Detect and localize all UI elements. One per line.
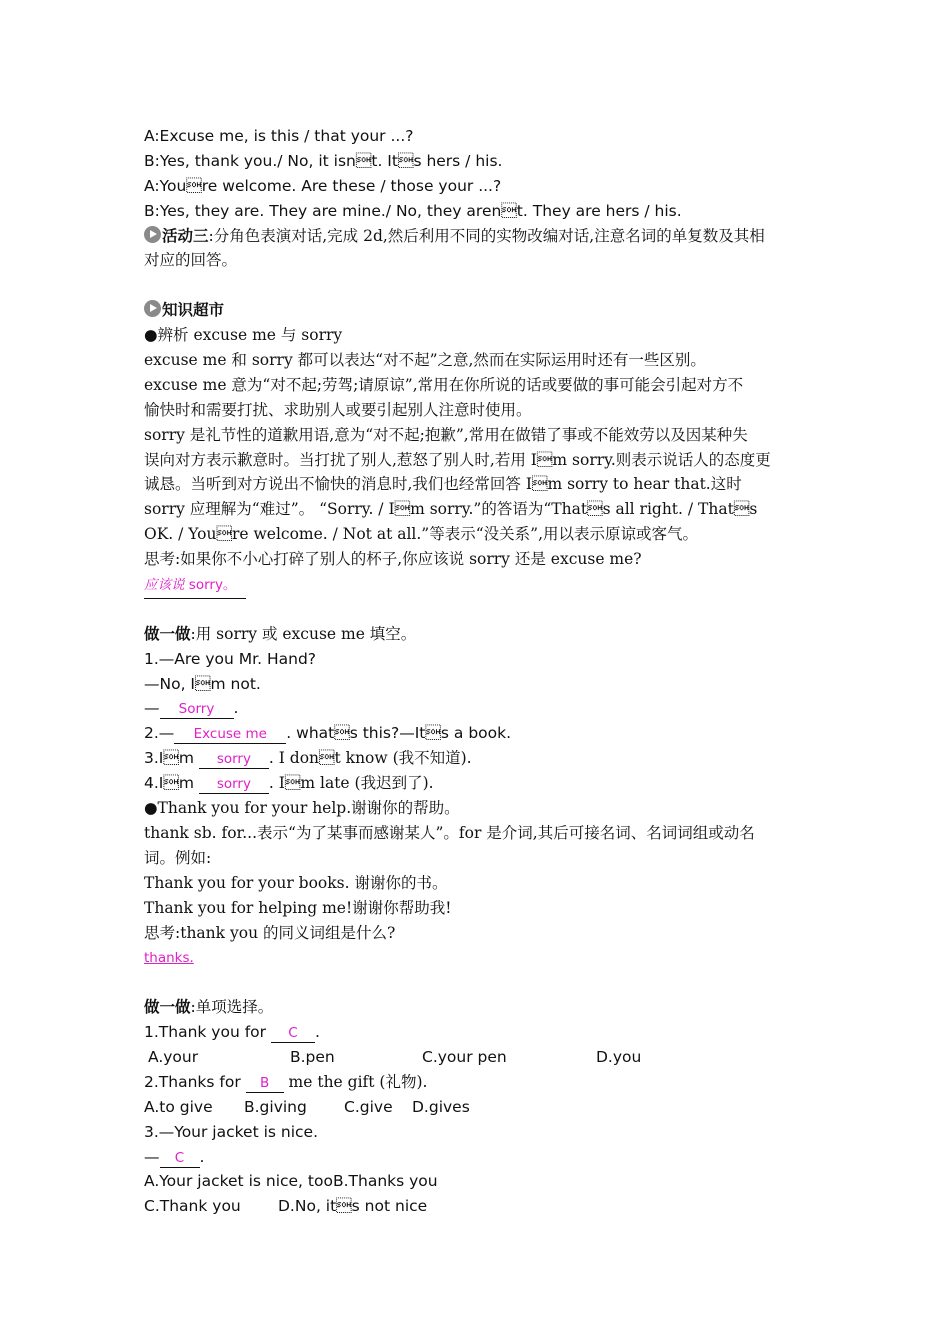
think1-answer-en: sorry。	[184, 577, 237, 594]
dialogue-line-1: A:Excuse me, is this / that your ...?	[144, 127, 414, 145]
exercise2-heading	[144, 995, 809, 1020]
knowledge-p3-l4: sorry 应理解为“难过”。 “Sorry. / Im sorry.”的答语为“Thats all right. / Thats	[144, 500, 758, 519]
ex1-q1-b: —No, Im not.	[144, 674, 261, 693]
option[interactable]: B.giving	[244, 1097, 307, 1116]
dialogue-line-4: B:Yes, they are. They are mine./ No, they arent. They are hers / his.	[144, 201, 682, 220]
answer-blank[interactable]: B	[246, 1074, 284, 1093]
worksheet-page	[144, 124, 809, 1219]
think2-question: 思考:thank you 的同义词组是什么?	[144, 923, 396, 942]
ex2-q3-a: 3.—Your jacket is nice.	[144, 1122, 319, 1141]
exercise1-instruction: :用 sorry 或 excuse me 填空。	[190, 624, 417, 643]
knowledge-p1: excuse me 和 sorry 都可以表达“对不起”之意,然而在实际运用时还有一些区别。	[144, 351, 706, 370]
knowledge-p3-l3: 诚恳。当听到对方说出不愉快的消息时,我们也经常回答 Im sorry to hear that.这时	[144, 475, 742, 494]
ex2-q2-options	[144, 1095, 809, 1120]
option[interactable]: D.you	[596, 1047, 642, 1066]
option[interactable]: C.your pen	[422, 1047, 507, 1066]
think1-answer	[144, 572, 809, 597]
activity3-text: :分角色表演对话,完成 2d,然后利用不同的实物改编对话,注意名词的单复数及其相	[208, 226, 765, 245]
knowledge-p2-l2: 愉快时和需要打扰、求助别人或要引起别人注意时使用。	[144, 400, 532, 419]
answer-blank[interactable]: sorry	[199, 750, 269, 769]
knowledge2-p1-l2: 词。例如:	[144, 848, 212, 867]
ex2-q1-options	[144, 1045, 809, 1070]
option[interactable]: B.Thanks you	[332, 1172, 438, 1191]
knowledge2-item2-title: ●Thank you for your help.谢谢你的帮助。	[144, 799, 460, 818]
answer-blank[interactable]: C	[160, 1149, 200, 1168]
activity3-line-1	[144, 224, 809, 249]
option[interactable]: B.pen	[290, 1047, 335, 1066]
knowledge-p3-l2: 误向对方表示歉意时。当打扰了别人,惹怒了别人时,若用 Im sorry.则表示说话人的态度更	[144, 450, 771, 469]
knowledge2-ex2: Thank you for helping me!谢谢你帮助我!	[144, 898, 452, 917]
arrow-circle-icon	[144, 300, 161, 317]
think2-answer	[144, 945, 809, 970]
think2-answer-text: thanks.	[144, 950, 194, 967]
ex2-q2: 2.Thanks for B me the gift (礼物).	[144, 1072, 428, 1091]
think1-answer-zh: 应该说	[144, 577, 185, 594]
ex2-q3-options-1	[144, 1169, 809, 1194]
exercise2-title: 做一做	[144, 997, 191, 1017]
ex2-q3-options-2	[144, 1194, 809, 1219]
option[interactable]: A.your	[148, 1047, 199, 1066]
knowledge-p3-l1: sorry 是礼节性的道歉用语,意为“对不起;抱歉”,常用在做错了事或不能效劳以及因某种失	[144, 425, 748, 444]
answer-blank[interactable]: C	[271, 1024, 315, 1043]
ex2-q1: 1.Thank you for C .	[144, 1023, 320, 1042]
knowledge2-ex1: Thank you for your books. 谢谢你的书。	[144, 873, 448, 892]
activity3-title: 活动三	[162, 225, 209, 245]
knowledge-title: 知识超市	[162, 300, 225, 320]
exercise2-instruction: :单项选择。	[190, 998, 274, 1017]
ex2-q3-b: — C .	[144, 1147, 205, 1166]
exercise1-title: 做一做	[144, 623, 191, 643]
dialogue-line-3: A:Youre welcome. Are these / those your ...?	[144, 176, 502, 195]
answer-blank[interactable]: Excuse me	[174, 725, 286, 744]
think1-question: 思考:如果你不小心打碎了别人的杯子,你应该说 sorry 还是 excuse me?	[144, 550, 642, 569]
ex1-q3: 3.Im sorry . I dont know (我不知道).	[144, 749, 472, 768]
knowledge2-p1-l1: thank sb. for...表示“为了某事而感谢某人”。for 是介词,其后可接名词、名词词组或动名	[144, 823, 755, 842]
activity3-line-2: 对应的回答。	[144, 251, 238, 270]
option[interactable]: A.to give	[144, 1097, 213, 1116]
knowledge-heading	[144, 298, 809, 323]
knowledge-p2-l1: excuse me 意为“对不起;劳驾;请原谅”,常用在你所说的话或要做的事可能会引起对方不	[144, 375, 744, 394]
knowledge-item1-title: ●辨析 excuse me 与 sorry	[144, 326, 343, 345]
ex1-q1-c: — Sorry .	[144, 699, 239, 718]
exercise1-heading	[144, 622, 809, 647]
ex1-q1-a: 1.—Are you Mr. Hand?	[144, 649, 317, 668]
ex1-q4: 4.Im sorry . Im late (我迟到了).	[144, 774, 434, 793]
answer-blank[interactable]: Sorry	[160, 700, 234, 719]
arrow-circle-icon	[144, 226, 161, 243]
option[interactable]: D.No, its not nice	[278, 1197, 428, 1216]
knowledge-p3-l5: OK. / Youre welcome. / Not at all.”等表示“没关系”,用以表示原谅或客气。	[144, 525, 699, 544]
ex1-q2: 2.— Excuse me . whats this?—Its a book.	[144, 724, 512, 743]
dialogue-line-2: B:Yes, thank you./ No, it isnt. Its hers / his.	[144, 151, 503, 170]
option[interactable]: C.Thank you	[144, 1197, 241, 1216]
option[interactable]: D.gives	[412, 1097, 470, 1116]
option[interactable]: A.Your jacket is nice, too	[144, 1172, 333, 1191]
option[interactable]: C.give	[344, 1097, 393, 1116]
answer-blank[interactable]: sorry	[199, 775, 269, 794]
